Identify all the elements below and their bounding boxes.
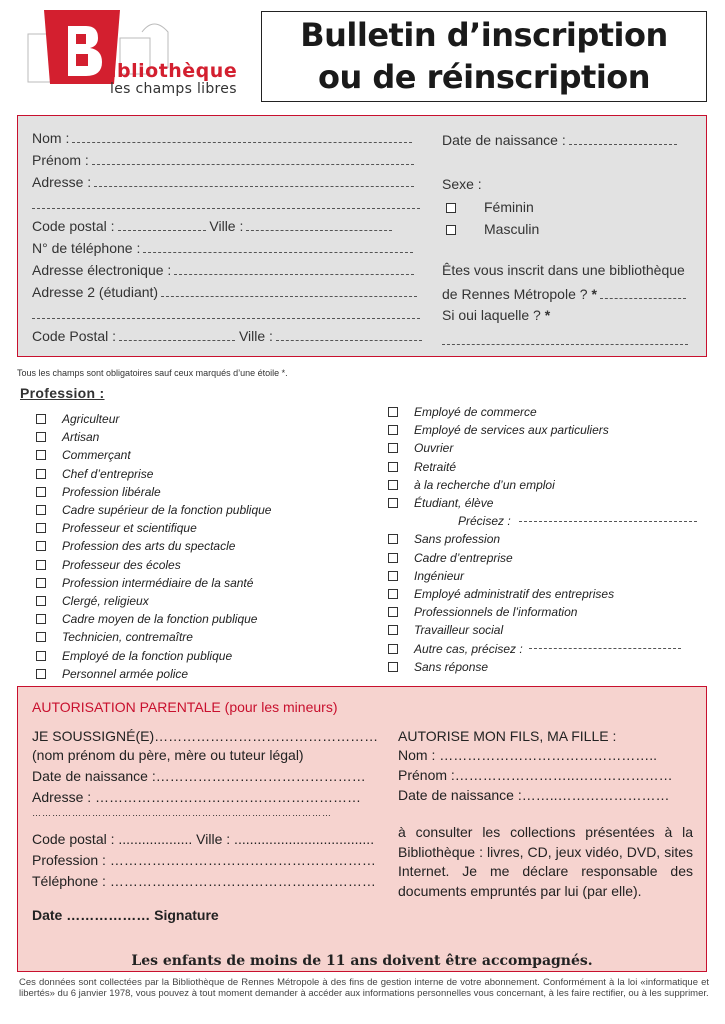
- profession-label: Clergé, religieux: [62, 593, 149, 608]
- list-item[interactable]: [36, 501, 271, 519]
- profession-heading: Profession :: [20, 385, 105, 401]
- profession-label: Artisan: [62, 430, 100, 445]
- naissance-line[interactable]: [569, 144, 677, 145]
- adresse2-line-2-dash[interactable]: [32, 318, 420, 319]
- checkbox[interactable]: [36, 432, 46, 442]
- parental-section: [17, 686, 707, 972]
- checkbox[interactable]: [36, 414, 46, 424]
- code-postal-field[interactable]: [32, 218, 392, 234]
- adresse-line-2-dash[interactable]: [32, 208, 420, 209]
- checkbox[interactable]: [36, 651, 46, 661]
- enfant-prenom-field[interactable]: Prénom :……………………..…………………: [398, 767, 673, 783]
- checkbox[interactable]: [388, 553, 398, 563]
- profession-label: Technicien, contremaître: [62, 630, 193, 645]
- profession-label: Employé de commerce: [414, 405, 537, 420]
- checkbox[interactable]: [388, 407, 398, 417]
- code-postal2-field[interactable]: [32, 328, 422, 344]
- code-postal-line[interactable]: [118, 230, 206, 231]
- checkbox[interactable]: [388, 644, 398, 654]
- profession-label: Ingénieur: [414, 568, 465, 583]
- profession-label: Professionnels de l’information: [414, 605, 578, 620]
- adresse-field[interactable]: [32, 174, 414, 190]
- profession-label: Profession intermédiaire de la santé: [62, 575, 254, 590]
- naissance-label: Date de naissance :: [442, 132, 566, 148]
- profession-label: Professeur des écoles: [62, 557, 181, 572]
- checkbox[interactable]: [36, 596, 46, 606]
- inscrit-question-3-row: [442, 307, 550, 323]
- privacy-footer: Ces données sont collectées par la Bibliothèque de Rennes Métropole à des fins de gestion interne de votre abonnement. Conformément à la loi «informatique et libertés» du 6 janvier 1978, vous pouvez à tout moment demander à accéder aux informations personnelles vous concernant, à les faire rectifier, ou à les supprimer.: [19, 977, 709, 999]
- email-label: Adresse électronique :: [32, 262, 172, 278]
- feminin-option[interactable]: [446, 199, 534, 215]
- email-line[interactable]: [174, 274, 414, 275]
- checkbox[interactable]: [36, 541, 46, 551]
- list-item[interactable]: [36, 556, 271, 574]
- nom-field[interactable]: [32, 130, 412, 146]
- parent-telephone-field[interactable]: Téléphone : …………………………………………………: [32, 873, 376, 889]
- parent-adresse-field[interactable]: Adresse : …………………………………………………: [32, 789, 362, 805]
- list-item[interactable]: [388, 658, 697, 676]
- feminin-checkbox[interactable]: [446, 203, 456, 213]
- profession-label: Sans réponse: [414, 659, 489, 674]
- profession-label: Travailleur social: [414, 623, 504, 638]
- masculin-checkbox[interactable]: [446, 225, 456, 235]
- email-field[interactable]: [32, 262, 414, 278]
- code-postal2-line[interactable]: [119, 340, 235, 341]
- masculin-label: Masculin: [484, 221, 540, 237]
- form-title-box: [261, 11, 707, 102]
- profession-label: Cadre moyen de la fonction publique: [62, 612, 258, 627]
- checkbox[interactable]: [388, 462, 398, 472]
- telephone-field[interactable]: [32, 240, 413, 256]
- nom-parent-hint: (nom prénom du père, mère ou tuteur légal): [32, 747, 304, 763]
- masculin-option[interactable]: [446, 221, 539, 237]
- inscrit-question-1: Êtes vous inscrit dans une bibliothèque: [442, 262, 685, 278]
- list-item[interactable]: [36, 574, 271, 592]
- code-postal-label: Code postal :: [32, 218, 115, 234]
- checkbox[interactable]: [36, 614, 46, 624]
- adresse2-line[interactable]: [161, 296, 417, 297]
- checkbox[interactable]: [388, 662, 398, 672]
- profession-list-right: [388, 403, 697, 676]
- checkbox[interactable]: [388, 480, 398, 490]
- list-item[interactable]: [36, 519, 271, 537]
- inscrit-question-3: Si oui laquelle ?: [442, 307, 541, 323]
- profession-label: Employé de services aux particuliers: [414, 423, 609, 438]
- list-item[interactable]: [388, 494, 697, 512]
- form-title-line-2: ou de réinscription: [317, 58, 651, 96]
- profession-list-left: [36, 410, 271, 683]
- soussigne-field[interactable]: JE SOUSSIGNÉ(E)…………………………………………: [32, 728, 379, 744]
- identity-section: [17, 115, 707, 357]
- checkbox[interactable]: [388, 534, 398, 544]
- list-item[interactable]: [36, 646, 271, 664]
- age-warning: Les enfants de moins de 11 ans doivent être accompagnés.: [131, 953, 593, 969]
- list-item[interactable]: [36, 628, 271, 646]
- ville2-line[interactable]: [276, 340, 422, 341]
- list-item[interactable]: [388, 421, 697, 439]
- telephone-label: N° de téléphone :: [32, 240, 141, 256]
- checkbox[interactable]: [36, 560, 46, 570]
- profession-label: Ouvrier: [414, 441, 454, 456]
- prenom-field[interactable]: [32, 152, 414, 168]
- prenom-line[interactable]: [92, 164, 414, 165]
- nom-label: Nom :: [32, 130, 70, 146]
- precisez-field[interactable]: [388, 512, 697, 530]
- logo-subtitle: les champs libres: [110, 81, 237, 97]
- list-item[interactable]: [388, 585, 697, 603]
- feminin-label: Féminin: [484, 199, 534, 215]
- inscrit-line[interactable]: [600, 298, 686, 299]
- checkbox[interactable]: [36, 487, 46, 497]
- profession-label: Profession des arts du spectacle: [62, 539, 236, 554]
- library-logo: [24, 8, 252, 100]
- list-item[interactable]: [36, 592, 271, 610]
- list-item[interactable]: [36, 537, 271, 555]
- parent-naissance-field[interactable]: Date de naissance :………………………………………: [32, 768, 366, 784]
- profession-label: Chef d’entreprise: [62, 466, 154, 481]
- inscrit-question-2: de Rennes Métropole ?: [442, 286, 588, 302]
- adresse-line-2[interactable]: [32, 196, 420, 212]
- profession-label: Sans profession: [414, 532, 501, 547]
- form-title-line-1: Bulletin d’inscription: [300, 16, 668, 54]
- adresse2-line-2[interactable]: [32, 306, 420, 322]
- autre-label: Autre cas, précisez :: [414, 641, 523, 656]
- inscrit-question-3-star: *: [544, 307, 551, 323]
- profession-label: Étudiant, élève: [414, 496, 494, 511]
- list-item[interactable]: [388, 621, 697, 639]
- list-item[interactable]: [36, 665, 271, 683]
- list-item[interactable]: [388, 530, 697, 548]
- list-item[interactable]: [36, 610, 271, 628]
- list-item[interactable]: [388, 476, 697, 494]
- profession-label: Cadre supérieur de la fonction publique: [62, 503, 272, 518]
- laquelle-line[interactable]: [442, 332, 688, 348]
- autorise-label: AUTORISE MON FILS, MA FILLE :: [398, 728, 617, 744]
- profession-label: Employé de la fonction publique: [62, 648, 233, 663]
- checkbox[interactable]: [36, 578, 46, 588]
- checkbox[interactable]: [388, 625, 398, 635]
- adresse2-field[interactable]: [32, 284, 417, 300]
- profession-label: Retraité: [414, 459, 457, 474]
- checkbox[interactable]: [36, 523, 46, 533]
- enfant-naissance-field[interactable]: Date de naissance :……..……………………: [398, 787, 670, 803]
- list-item[interactable]: [36, 483, 271, 501]
- profession-label: Employé administratif des entreprises: [414, 586, 615, 601]
- list-item[interactable]: [388, 603, 697, 621]
- profession-label: Commerçant: [62, 448, 131, 463]
- logo-text: ibliothèque: [110, 60, 238, 82]
- list-item[interactable]: [36, 428, 271, 446]
- adresse-line[interactable]: [94, 186, 414, 187]
- naissance-field[interactable]: [442, 132, 677, 148]
- checkbox[interactable]: [36, 632, 46, 642]
- parent-adresse-line[interactable]: ………………………………………………………………………………: [32, 808, 332, 818]
- code-postal2-label: Code Postal :: [32, 328, 117, 344]
- required-note: Tous les champs sont obligatoires sauf ceux marqués d’une étoile *.: [17, 368, 288, 378]
- profession-label: Professeur et scientifique: [62, 521, 197, 536]
- laquelle-line-dash[interactable]: [442, 344, 688, 345]
- checkbox[interactable]: [388, 589, 398, 599]
- checkbox[interactable]: [36, 469, 46, 479]
- profession-label: Agriculteur: [62, 412, 120, 427]
- precisez-label: Précisez :: [458, 514, 511, 529]
- ville-label: Ville :: [209, 218, 244, 234]
- date-signature-field[interactable]: Date ……………… Signature: [32, 907, 219, 923]
- inscrit-star: *: [591, 286, 597, 302]
- list-item[interactable]: [388, 567, 697, 585]
- autre-line[interactable]: [529, 648, 681, 649]
- profession-label: Personnel armée police: [62, 666, 189, 681]
- list-item[interactable]: [36, 446, 271, 464]
- autorisation-paragraph: à consulter les collections présentées à la Bibliothèque : livres, CD, jeux vidéo, DVD, sites Internet. Je me déclare responsable des documents empruntés par lui (par elle).: [398, 824, 693, 899]
- parental-title: AUTORISATION PARENTALE (pour les mineurs): [32, 699, 338, 715]
- profession-label: Cadre d’entreprise: [414, 550, 513, 565]
- enfant-nom-field[interactable]: Nom : ………………………………………..: [398, 747, 658, 763]
- list-item[interactable]: [36, 410, 271, 428]
- parent-profession-field[interactable]: Profession : …………………………………………………: [32, 852, 376, 868]
- checkbox[interactable]: [388, 607, 398, 617]
- adresse-label: Adresse :: [32, 174, 92, 190]
- nom-line[interactable]: [72, 142, 412, 143]
- checkbox[interactable]: [36, 669, 46, 679]
- checkbox[interactable]: [36, 450, 46, 460]
- checkbox[interactable]: [36, 505, 46, 515]
- parent-code-postal-field[interactable]: Code postal : ................... Ville : ....................................: [32, 831, 375, 847]
- profession-label: Profession libérale: [62, 484, 161, 499]
- sexe-label: Sexe :: [442, 176, 482, 192]
- list-item[interactable]: [36, 465, 271, 483]
- prenom-label: Prénom :: [32, 152, 89, 168]
- list-item[interactable]: [388, 439, 697, 457]
- profession-label: à la recherche d’un emploi: [414, 477, 555, 492]
- ville2-label: Ville :: [238, 328, 273, 344]
- list-item[interactable]: [388, 403, 697, 421]
- adresse2-label: Adresse 2 (étudiant): [32, 284, 159, 300]
- checkbox[interactable]: [388, 571, 398, 581]
- list-item[interactable]: [388, 458, 697, 476]
- telephone-line[interactable]: [143, 252, 413, 253]
- checkbox[interactable]: [388, 425, 398, 435]
- checkbox[interactable]: [388, 443, 398, 453]
- checkbox[interactable]: [388, 498, 398, 508]
- inscrit-field[interactable]: [442, 286, 686, 302]
- list-item[interactable]: [388, 549, 697, 567]
- precisez-line[interactable]: [519, 521, 697, 522]
- ville-line[interactable]: [246, 230, 392, 231]
- list-item[interactable]: [388, 639, 697, 657]
